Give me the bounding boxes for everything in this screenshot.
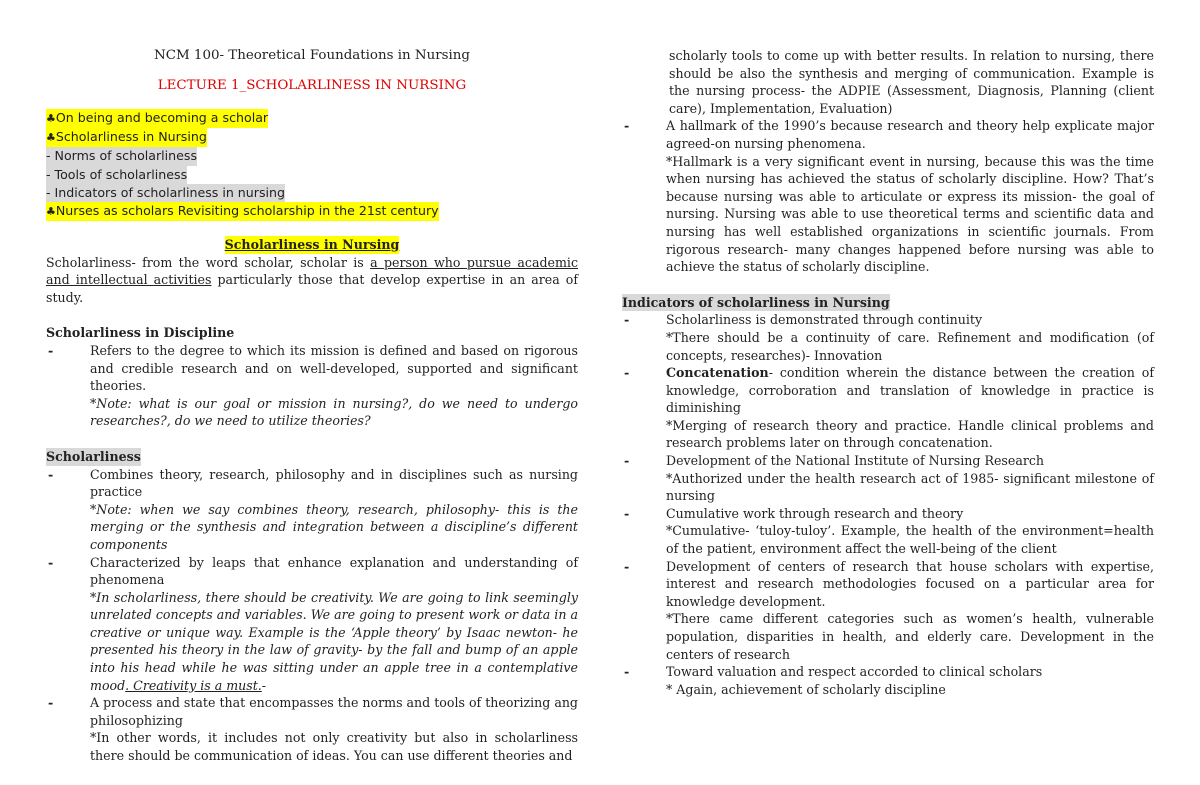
- scholar-definition: Scholarliness- from the word scholar, scholar is a person who pursue academic and intellectual activities particularly those that develop expertise in an area of study.: [46, 254, 578, 305]
- list-item: - Development of centers of research that house scholars with expertise, interest and research methodologies focused on a particular area for knowledge development. *There came different categories such as women’s health, vulnerable population, disparities in health, and elderly care. Development in the centers of research: [624, 558, 1154, 662]
- club-icon: ♣: [46, 131, 56, 145]
- list-item: - Toward valuation and respect accorded to clinical scholars * Again, achievement of scholarly discipline: [622, 663, 1154, 698]
- section-heading-scholarliness: Scholarliness: [46, 448, 141, 464]
- item-note: *Merging of research theory and practice. Handle clinical problems and research problems later on through concatenation.: [666, 417, 1154, 451]
- outline-item-3: - Norms of scholarliness: [46, 147, 197, 165]
- dash-marker: -: [624, 505, 630, 521]
- list-item: - Concatenation- condition wherein the distance between the creation of knowledge, corroboration and translation of knowledge in practice is diminishing *Merging of research theory and practice. Handle clinical problems and research problems later on through concatenation.: [624, 365, 1154, 451]
- list-item: - Combines theory, research, philosophy and in disciplines such as nursing practice *Note: when we say combines theory, research, philosophy- this is the merging or the synthesis and integration between a discipline’s different components: [48, 466, 578, 552]
- dash-marker: -: [624, 453, 630, 469]
- dash-marker: -: [624, 558, 630, 574]
- item-note: *In scholarliness, there should be creativity. We are going to link seemingly unrelated concepts and variables. We are going to present work or data in a creative or unique way. Example is the ‘Apple theory’ by Isaac newton- he presented his theory in the law of gravity- by the fall and bump of an apple into his head while he was sitting under an apple tree in a contemplative mood. Creativity is a must.-: [90, 589, 578, 693]
- outline-item-4: - Tools of scholarliness: [46, 166, 187, 184]
- outline-item-5: - Indicators of scholarliness in nursing: [46, 184, 285, 202]
- outline-item-2: ♣Scholarliness in Nursing: [46, 128, 207, 147]
- dash-marker: -: [48, 466, 54, 482]
- item-note: * Again, achievement of scholarly discipline: [666, 681, 946, 697]
- dash-marker: -: [624, 312, 630, 328]
- outline-item-1: ♣On being and becoming a scholar: [46, 109, 268, 128]
- club-icon: ♣: [46, 205, 56, 219]
- dash-marker: -: [624, 118, 630, 134]
- item-note: *Hallmark is a very significant event in nursing, because this was the time when nursing has achieved the status of scholarly discipline. How? That’s because nursing was able to articulate or express its mission- the goal of nursing. Nursing was able to use theoretical terms and scientific data and nursing has well established organizations in scientific journals. From rigorous research- many changes happened before nursing was able to achieve the status of scholarly discipline.: [666, 153, 1154, 275]
- list-item: - A process and state that encompasses the norms and tools of theorizing ang philosophizing *In other words, it includes not only creativity but also in scholarliness there should be communication of ideas. You can use different theories and: [48, 695, 578, 764]
- creativity-emphasis: . Creativity is a must.: [125, 677, 262, 693]
- dash-marker: -: [48, 554, 54, 570]
- lecture-title: LECTURE 1_SCHOLARLINESS IN NURSING: [157, 78, 467, 93]
- dash-marker: -: [624, 365, 630, 381]
- item-note: *Cumulative- ‘tuloy-tuloy’. Example, the health of the environment=health of the patient, environment affect the well-being of the client: [666, 523, 1154, 557]
- outline-item-6: ♣Nurses as scholars Revisiting scholarship in the 21st century: [46, 202, 439, 221]
- right-column: [622, 47, 1154, 698]
- document-title: NCM 100- Theoretical Foundations in Nursing: [154, 48, 470, 63]
- item-note: *Note: what is our goal or mission in nursing?, do we need to undergo researches?, do we need to utilize theories?: [90, 395, 578, 429]
- dash-marker: -: [48, 695, 54, 711]
- section-heading-discipline: Scholarliness in Discipline: [46, 325, 235, 341]
- item-note: *There should be a continuity of care. Refinement and modification (of concepts, researches)- Innovation: [666, 329, 1154, 363]
- list-item: - Refers to the degree to which its mission is defined and based on rigorous and credible research and on well-developed, supported and significant theories. *Note: what is our goal or mission in nursing?, do we need to undergo researches?, do we need to utilize theories?: [48, 342, 578, 429]
- dash-marker: -: [48, 342, 54, 358]
- topic-outline: [46, 109, 439, 221]
- dash-marker: -: [624, 664, 630, 680]
- club-icon: ♣: [46, 112, 56, 125]
- continuation-paragraph: scholarly tools to come up with better results. In relation to nursing, there should be also the synthesis and merging of communication. Example is the nursing process- the ADPIE (Assessment, Diagnosis, Planning (client care), Implementation, Evaluation): [669, 48, 1154, 116]
- scholar-definition-underlined: a person who pursue academic and intellectual activities: [46, 254, 578, 288]
- section-heading-scholarliness-in-nursing: Scholarliness in Nursing: [224, 237, 400, 252]
- item-note: *Note: when we say combines theory, research, philosophy- this is the merging or the synthesis and integration between a discipline’s different components: [90, 501, 578, 552]
- left-column: [46, 236, 578, 765]
- list-item: - Cumulative work through research and theory *Cumulative- ‘tuloy-tuloy’. Example, the health of the environment=health of the patient, environment affect the well-being of the client: [624, 505, 1154, 557]
- list-item: - Scholarliness is demonstrated through continuity *There should be a continuity of care. Refinement and modification (of concepts, researches)- Innovation: [624, 312, 1154, 363]
- list-item: - Development of the National Institute of Nursing Research *Authorized under the health research act of 1985- significant milestone of nursing: [624, 453, 1154, 504]
- list-item: - Characterized by leaps that enhance explanation and understanding of phenomena *In scholarliness, there should be creativity. We are going to link seemingly unrelated concepts and variables. We are going to present work or data in a creative or unique way. Example is the ‘Apple theory’ by Isaac newton- he presented his theory in the law of gravity- by the fall and bump of an apple into his head while he was sitting under an apple tree in a contemplative mood. Creativity is a must.-: [48, 554, 578, 693]
- section-heading-indicators: Indicators of scholarliness in Nursing: [622, 294, 890, 310]
- item-note: *In other words, it includes not only creativity but also in scholarliness there should be communication of ideas. You can use different theories and: [90, 730, 578, 764]
- list-item: - A hallmark of the 1990’s because research and theory help explicate major agreed-on nursing phenomena. *Hallmark is a very significant event in nursing, because this was the time when nursing has achieved the status of scholarly discipline. How? That’s because nursing was able to articulate or express its mission- the goal of nursing. Nursing was able to use theoretical terms and scientific data and nursing has well established organizations in scientific journals. From rigorous research- many changes happened before nursing was able to achieve the status of scholarly discipline.: [624, 118, 1154, 275]
- term-concatenation: Concatenation: [666, 365, 769, 381]
- item-note: *Authorized under the health research act of 1985- significant milestone of nursing: [666, 470, 1154, 504]
- item-note: *There came different categories such as women’s health, vulnerable population, disparities in health, and elderly care. Development in the centers of research: [666, 611, 1154, 662]
